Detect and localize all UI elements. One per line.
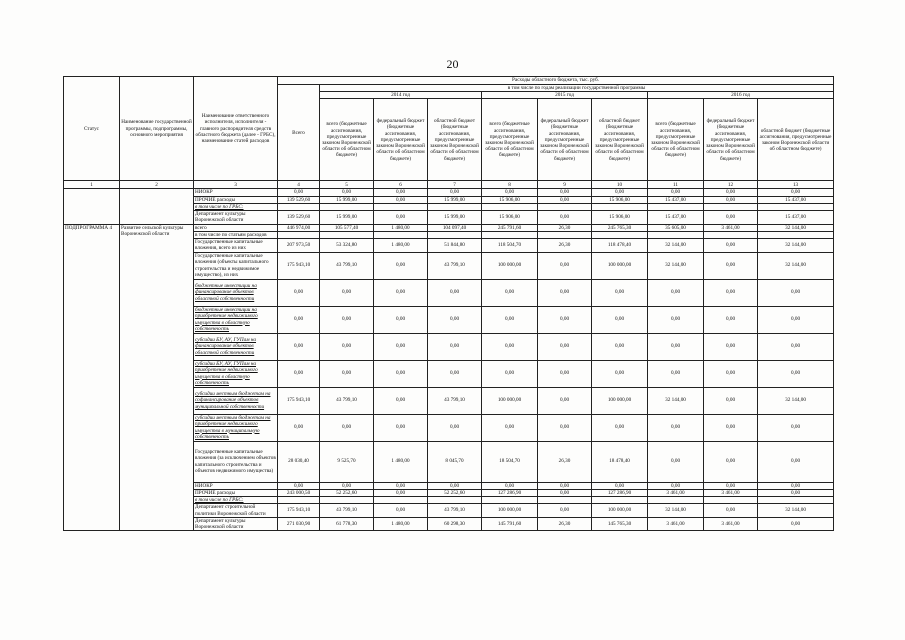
column-number: 9 bbox=[538, 181, 592, 189]
value-cell: 0,00 bbox=[374, 279, 428, 306]
value-cell: 18 478,40 bbox=[592, 441, 648, 482]
row-label: Государственные капитальные вложения (за исключением объектов капитального строительства и объектов недвижимого имущества) bbox=[194, 441, 278, 482]
value-cell: 0,00 bbox=[320, 306, 374, 333]
value-cell: 0,00 bbox=[482, 482, 538, 489]
value-cell: 0,00 bbox=[428, 360, 482, 387]
value-cell: 0,00 bbox=[704, 414, 758, 441]
value-cell: 0,00 bbox=[374, 211, 428, 224]
row-label: в том числе по ГРБС: bbox=[194, 203, 278, 210]
value-cell: 0,00 bbox=[648, 189, 704, 196]
value-cell: 245 791,60 bbox=[482, 224, 538, 231]
header-name: Наименование государственной программы, подпрограммы, основного мероприятия bbox=[120, 77, 194, 181]
value-cell bbox=[648, 231, 704, 238]
row-label: бюджетные инвестиции на приобретение недвижимого имущества в областную собственность bbox=[194, 306, 278, 333]
column-number: 10 bbox=[592, 181, 648, 189]
value-cell: 100 000,00 bbox=[592, 252, 648, 279]
value-cell: 0,00 bbox=[592, 482, 648, 489]
value-cell: 0,00 bbox=[278, 189, 320, 196]
value-cell: 175 943,10 bbox=[278, 504, 320, 517]
value-cell: 0,00 bbox=[538, 252, 592, 279]
value-cell: 0,00 bbox=[704, 441, 758, 482]
value-cell: 0,00 bbox=[428, 414, 482, 441]
header-executor: Наименование ответственного исполнителя, исполнителя - главного распорядителя средств областного бюджета (далее - ГРБС), наименование статей расходов bbox=[194, 77, 278, 181]
value-cell: 0,00 bbox=[704, 196, 758, 203]
value-cell: 0,00 bbox=[482, 189, 538, 196]
value-cell: 15 999,00 bbox=[320, 196, 374, 203]
value-cell bbox=[592, 231, 648, 238]
value-cell: 0,00 bbox=[374, 387, 428, 414]
value-cell: 0,00 bbox=[704, 360, 758, 387]
column-number: 4 bbox=[278, 181, 320, 189]
value-cell: 0,00 bbox=[592, 414, 648, 441]
value-cell bbox=[428, 231, 482, 238]
value-cell bbox=[482, 231, 538, 238]
value-cell: 26,30 bbox=[538, 224, 592, 231]
value-cell: 100 000,00 bbox=[482, 387, 538, 414]
header-2014-regional: областной бюджет (бюджетные ассигнования, предусмотренные законом Воронежской области об областном бюджете) bbox=[428, 99, 482, 181]
row-label: НИОКР bbox=[194, 482, 278, 489]
value-cell: 15 906,00 bbox=[482, 211, 538, 224]
header-year-2016: 2016 год bbox=[648, 92, 834, 99]
value-cell: 3 461,00 bbox=[704, 224, 758, 231]
row-label: в том числе по ГРБС: bbox=[194, 497, 278, 504]
row-label: субсидии БУ, АУ, ГУПам на приобретение недвижимого имущества в областную собственность bbox=[194, 360, 278, 387]
value-cell: 0,00 bbox=[320, 414, 374, 441]
value-cell bbox=[648, 203, 704, 210]
value-cell: 60 298,30 bbox=[428, 517, 482, 530]
value-cell: 43 799,10 bbox=[428, 504, 482, 517]
value-cell bbox=[758, 231, 834, 238]
value-cell: 245 765,30 bbox=[592, 224, 648, 231]
value-cell bbox=[758, 497, 834, 504]
value-cell: 0,00 bbox=[704, 189, 758, 196]
value-cell bbox=[278, 203, 320, 210]
value-cell: 0,00 bbox=[278, 279, 320, 306]
header-expenses: Расходы областного бюджета, тыс. руб. bbox=[278, 77, 834, 85]
value-cell: 1 480,00 bbox=[374, 224, 428, 231]
value-cell: 0,00 bbox=[538, 489, 592, 496]
header-by-executors: в том числе по годам реализации государственной программы bbox=[320, 85, 834, 92]
value-cell: 15 906,00 bbox=[592, 196, 648, 203]
row-label: Департамент культуры Воронежской области bbox=[194, 211, 278, 224]
value-cell: 0,00 bbox=[648, 306, 704, 333]
value-cell: 0,00 bbox=[592, 189, 648, 196]
value-cell: 0,00 bbox=[758, 360, 834, 387]
value-cell bbox=[758, 203, 834, 210]
value-cell: 175 943,10 bbox=[278, 252, 320, 279]
value-cell: 15 437,00 bbox=[758, 211, 834, 224]
value-cell: 0,00 bbox=[374, 360, 428, 387]
value-cell: 0,00 bbox=[704, 333, 758, 360]
value-cell: 1 480,00 bbox=[374, 441, 428, 482]
value-cell bbox=[704, 497, 758, 504]
value-cell: 0,00 bbox=[704, 306, 758, 333]
column-number: 12 bbox=[704, 181, 758, 189]
table-row bbox=[64, 189, 834, 196]
value-cell: 0,00 bbox=[428, 333, 482, 360]
name-cell bbox=[120, 189, 194, 224]
value-cell: 32 144,00 bbox=[648, 239, 704, 252]
value-cell: 145 765,30 bbox=[592, 517, 648, 530]
row-label: субсидии БУ, АУ, ГУПам на финансирование объектов областной собственности bbox=[194, 333, 278, 360]
value-cell: 43 799,10 bbox=[428, 252, 482, 279]
value-cell: 0,00 bbox=[482, 333, 538, 360]
row-label: Департамент строительной политики Воронежской области bbox=[194, 504, 278, 517]
value-cell: 0,00 bbox=[320, 333, 374, 360]
value-cell: 3 461,00 bbox=[704, 489, 758, 496]
row-label: в том числе по статьям расходов bbox=[194, 231, 278, 238]
value-cell: 1 480,00 bbox=[374, 517, 428, 530]
row-label: ПРОЧИЕ расходы bbox=[194, 489, 278, 496]
value-cell bbox=[374, 497, 428, 504]
value-cell: 15 999,00 bbox=[320, 211, 374, 224]
column-number: 1 bbox=[64, 181, 120, 189]
value-cell: 0,00 bbox=[374, 306, 428, 333]
value-cell: 8 045,70 bbox=[428, 441, 482, 482]
row-label: ПРОЧИЕ расходы bbox=[194, 196, 278, 203]
value-cell: 0,00 bbox=[758, 306, 834, 333]
value-cell: 61 778,30 bbox=[320, 517, 374, 530]
value-cell: 0,00 bbox=[538, 279, 592, 306]
value-cell: 0,00 bbox=[320, 279, 374, 306]
column-number: 11 bbox=[648, 181, 704, 189]
value-cell: 0,00 bbox=[704, 211, 758, 224]
value-cell: 0,00 bbox=[538, 196, 592, 203]
budget-table bbox=[63, 76, 834, 531]
value-cell: 175 943,10 bbox=[278, 387, 320, 414]
value-cell: 0,00 bbox=[592, 279, 648, 306]
value-cell: 0,00 bbox=[704, 239, 758, 252]
column-number: 3 bbox=[194, 181, 278, 189]
value-cell: 145 791,60 bbox=[482, 517, 538, 530]
value-cell: 207 973,50 bbox=[278, 239, 320, 252]
value-cell: 1 480,00 bbox=[374, 239, 428, 252]
value-cell: 52 252,60 bbox=[320, 489, 374, 496]
value-cell: 0,00 bbox=[374, 414, 428, 441]
value-cell: 271 030,90 bbox=[278, 517, 320, 530]
value-cell: 0,00 bbox=[758, 279, 834, 306]
column-number: 7 bbox=[428, 181, 482, 189]
value-cell: 0,00 bbox=[538, 482, 592, 489]
value-cell: 0,00 bbox=[758, 517, 834, 530]
value-cell bbox=[538, 231, 592, 238]
value-cell: 100 000,00 bbox=[592, 504, 648, 517]
value-cell: 26,30 bbox=[538, 239, 592, 252]
value-cell: 0,00 bbox=[538, 306, 592, 333]
value-cell: 127 286,90 bbox=[482, 489, 538, 496]
value-cell bbox=[538, 497, 592, 504]
row-label: Государственные капитальные вложения (объекты капитального строительства и недвижимое имущество), из них bbox=[194, 252, 278, 279]
value-cell: 15 437,00 bbox=[758, 196, 834, 203]
value-cell: 243 000,50 bbox=[278, 489, 320, 496]
value-cell: 0,00 bbox=[320, 189, 374, 196]
value-cell bbox=[278, 497, 320, 504]
row-label: субсидии местным бюджетам на приобретение недвижимого имущества в муниципальную собственность bbox=[194, 414, 278, 441]
row-label: Государственные капитальные вложения, всего из них bbox=[194, 239, 278, 252]
value-cell: 43 799,10 bbox=[320, 504, 374, 517]
value-cell: 3 461,00 bbox=[704, 517, 758, 530]
value-cell: 43 799,10 bbox=[320, 252, 374, 279]
value-cell: 0,00 bbox=[592, 333, 648, 360]
value-cell: 0,00 bbox=[374, 489, 428, 496]
value-cell: 15 999,00 bbox=[428, 196, 482, 203]
value-cell: 51 844,80 bbox=[428, 239, 482, 252]
value-cell: 0,00 bbox=[592, 306, 648, 333]
column-numbers-row bbox=[64, 181, 834, 189]
value-cell bbox=[592, 203, 648, 210]
header-2015-regional: областной бюджет (бюджетные ассигнования, предусмотренные законом Воронежской области об областном бюджете) bbox=[592, 99, 648, 181]
value-cell: 0,00 bbox=[538, 333, 592, 360]
value-cell: 3 461,00 bbox=[648, 517, 704, 530]
budget-sheet bbox=[63, 76, 833, 531]
header-2015-total: всего (бюджетные ассигнования, предусмотренные законом Воронежской области об областном бюджете) bbox=[482, 99, 538, 181]
value-cell: 0,00 bbox=[320, 360, 374, 387]
value-cell: 32 144,00 bbox=[648, 504, 704, 517]
header-2016-federal: федеральный бюджет (бюджетные ассигнования, предусмотренные законом Воронежской области об областном бюджете) bbox=[704, 99, 758, 181]
value-cell: 0,00 bbox=[428, 279, 482, 306]
table-body bbox=[64, 181, 834, 531]
value-cell: 0,00 bbox=[538, 387, 592, 414]
value-cell: 0,00 bbox=[704, 279, 758, 306]
value-cell bbox=[592, 497, 648, 504]
value-cell: 0,00 bbox=[482, 414, 538, 441]
value-cell bbox=[374, 203, 428, 210]
value-cell: 15 999,00 bbox=[428, 211, 482, 224]
value-cell: 26,30 bbox=[538, 441, 592, 482]
value-cell: 0,00 bbox=[320, 482, 374, 489]
value-cell: 139 529,60 bbox=[278, 196, 320, 203]
value-cell: 28 030,40 bbox=[278, 441, 320, 482]
value-cell: 446 974,00 bbox=[278, 224, 320, 231]
value-cell: 35 605,00 bbox=[648, 224, 704, 231]
value-cell: 100 000,00 bbox=[482, 252, 538, 279]
value-cell bbox=[320, 497, 374, 504]
value-cell: 0,00 bbox=[704, 482, 758, 489]
value-cell: 0,00 bbox=[648, 441, 704, 482]
value-cell: 32 144,00 bbox=[648, 252, 704, 279]
value-cell: 0,00 bbox=[482, 279, 538, 306]
value-cell: 32 144,00 bbox=[758, 387, 834, 414]
value-cell: 0,00 bbox=[482, 306, 538, 333]
value-cell: 0,00 bbox=[758, 333, 834, 360]
value-cell bbox=[704, 203, 758, 210]
row-label: НИОКР bbox=[194, 189, 278, 196]
value-cell: 0,00 bbox=[278, 360, 320, 387]
header-2014-total: всего (бюджетные ассигнования, предусмотренные законом Воронежской области об областном бюджете) bbox=[320, 99, 374, 181]
value-cell: 0,00 bbox=[538, 360, 592, 387]
header-2016-regional: областной бюджет (бюджетные ассигнования, предусмотренные законом Воронежской области об областном бюджете) bbox=[758, 99, 834, 181]
value-cell: 0,00 bbox=[758, 441, 834, 482]
value-cell: 32 144,00 bbox=[758, 504, 834, 517]
value-cell bbox=[704, 231, 758, 238]
subprogram-name: Развитие сельской культуры Воронежской области bbox=[120, 224, 194, 531]
value-cell: 0,00 bbox=[374, 333, 428, 360]
page-number: 20 bbox=[446, 57, 459, 71]
row-label: бюджетные инвестиции на финансирование объектов областной собственности bbox=[194, 279, 278, 306]
value-cell: 0,00 bbox=[278, 414, 320, 441]
value-cell: 105 577,40 bbox=[320, 224, 374, 231]
value-cell: 100 000,00 bbox=[592, 387, 648, 414]
column-number: 5 bbox=[320, 181, 374, 189]
value-cell bbox=[538, 203, 592, 210]
status-cell bbox=[64, 189, 120, 224]
value-cell bbox=[428, 497, 482, 504]
value-cell: 32 144,00 bbox=[758, 239, 834, 252]
value-cell: 0,00 bbox=[428, 482, 482, 489]
value-cell: 0,00 bbox=[374, 196, 428, 203]
value-cell: 15 906,00 bbox=[482, 196, 538, 203]
header-total: Всего bbox=[278, 85, 320, 181]
subprogram-status: ПОДПРОГРАММА 4 bbox=[64, 224, 120, 531]
value-cell: 15 437,00 bbox=[648, 196, 704, 203]
value-cell bbox=[320, 203, 374, 210]
value-cell: 0,00 bbox=[758, 189, 834, 196]
table-row bbox=[64, 224, 834, 231]
value-cell bbox=[482, 497, 538, 504]
value-cell bbox=[648, 497, 704, 504]
row-label: Департамент культуры Воронежской области bbox=[194, 517, 278, 530]
value-cell: 0,00 bbox=[648, 279, 704, 306]
row-label: всего bbox=[194, 224, 278, 231]
value-cell: 43 799,10 bbox=[320, 387, 374, 414]
value-cell: 18 504,70 bbox=[482, 441, 538, 482]
value-cell: 3 461,00 bbox=[648, 489, 704, 496]
value-cell: 43 799,10 bbox=[428, 387, 482, 414]
value-cell: 0,00 bbox=[758, 489, 834, 496]
value-cell: 0,00 bbox=[704, 504, 758, 517]
value-cell: 0,00 bbox=[648, 414, 704, 441]
row-label: субсидии местным бюджетам на софинансирование объектов муниципальной собственности bbox=[194, 387, 278, 414]
value-cell: 0,00 bbox=[758, 414, 834, 441]
value-cell: 15 906,00 bbox=[592, 211, 648, 224]
value-cell: 0,00 bbox=[374, 504, 428, 517]
value-cell: 0,00 bbox=[278, 333, 320, 360]
value-cell: 118 478,40 bbox=[592, 239, 648, 252]
value-cell: 0,00 bbox=[538, 211, 592, 224]
header-2016-total: всего (бюджетные ассигнования, предусмотренные законом Воронежской области об областном бюджете) bbox=[648, 99, 704, 181]
value-cell: 100 000,00 bbox=[482, 504, 538, 517]
value-cell: 0,00 bbox=[538, 189, 592, 196]
value-cell: 0,00 bbox=[704, 387, 758, 414]
header-year-2015: 2015 год bbox=[482, 92, 648, 99]
value-cell: 0,00 bbox=[428, 189, 482, 196]
value-cell: 0,00 bbox=[648, 333, 704, 360]
table-header bbox=[64, 77, 834, 181]
value-cell: 0,00 bbox=[482, 360, 538, 387]
value-cell: 118 504,70 bbox=[482, 239, 538, 252]
value-cell: 32 144,00 bbox=[648, 387, 704, 414]
value-cell: 0,00 bbox=[374, 189, 428, 196]
header-2015-federal: федеральный бюджет (бюджетные ассигнования, предусмотренные законом Воронежской области об областном бюджете) bbox=[538, 99, 592, 181]
header-year-2014: 2014 год bbox=[320, 92, 482, 99]
value-cell: 139 529,60 bbox=[278, 211, 320, 224]
value-cell: 104 097,40 bbox=[428, 224, 482, 231]
value-cell: 52 252,60 bbox=[428, 489, 482, 496]
value-cell: 0,00 bbox=[538, 414, 592, 441]
value-cell bbox=[374, 231, 428, 238]
header-2014-federal: федеральный бюджет (бюджетные ассигнования, предусмотренные законом Воронежской области об областном бюджете) bbox=[374, 99, 428, 181]
value-cell: 0,00 bbox=[374, 252, 428, 279]
column-number: 2 bbox=[120, 181, 194, 189]
value-cell: 32 144,00 bbox=[758, 252, 834, 279]
value-cell: 53 324,80 bbox=[320, 239, 374, 252]
value-cell: 0,00 bbox=[758, 482, 834, 489]
value-cell: 0,00 bbox=[278, 482, 320, 489]
value-cell: 9 525,70 bbox=[320, 441, 374, 482]
value-cell: 15 437,00 bbox=[648, 211, 704, 224]
value-cell: 0,00 bbox=[648, 482, 704, 489]
value-cell: 0,00 bbox=[648, 360, 704, 387]
value-cell: 0,00 bbox=[592, 360, 648, 387]
value-cell: 32 144,00 bbox=[758, 224, 834, 231]
value-cell: 0,00 bbox=[538, 504, 592, 517]
value-cell: 26,30 bbox=[538, 517, 592, 530]
value-cell bbox=[320, 231, 374, 238]
column-number: 8 bbox=[482, 181, 538, 189]
column-number: 13 bbox=[758, 181, 834, 189]
value-cell: 0,00 bbox=[374, 482, 428, 489]
value-cell: 0,00 bbox=[704, 252, 758, 279]
value-cell bbox=[278, 231, 320, 238]
value-cell bbox=[428, 203, 482, 210]
header-status: Статус bbox=[64, 77, 120, 181]
column-number: 6 bbox=[374, 181, 428, 189]
value-cell bbox=[482, 203, 538, 210]
value-cell: 0,00 bbox=[278, 306, 320, 333]
value-cell: 0,00 bbox=[428, 306, 482, 333]
value-cell: 127 286,90 bbox=[592, 489, 648, 496]
